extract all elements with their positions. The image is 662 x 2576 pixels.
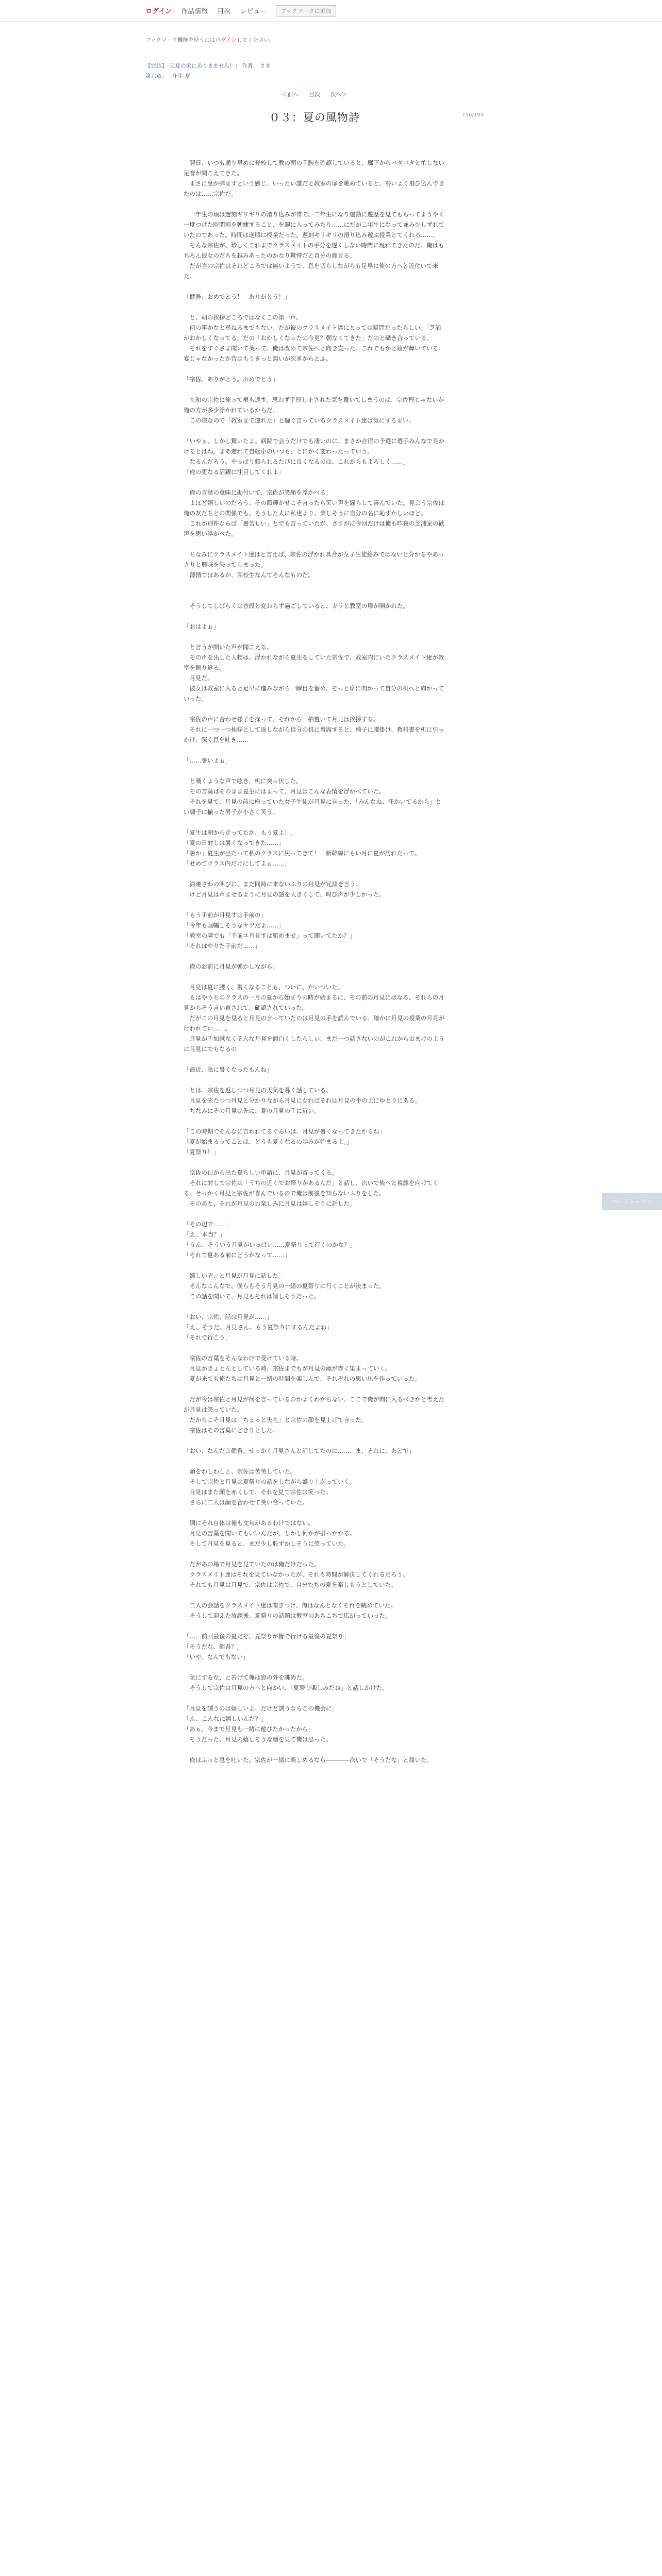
paragraph: [145, 1621, 484, 1631]
paragraph: 薄情ではあるが、高校生なんてそんなものだ。: [184, 571, 314, 579]
paragraph: [145, 704, 484, 714]
page-number: 156/194: [462, 112, 484, 118]
paragraph: [145, 1744, 484, 1755]
paragraph: 彼女は教室に入ると足早に進みながら一瞬目を留め、そっと席に向かって自分の机へと向かっていった。: [184, 685, 444, 702]
paragraph: 俺の言葉の意味に勘付いて、宗佐が笑顔を浮かべる。: [184, 489, 332, 496]
prev-link[interactable]: ＜前へ: [282, 91, 299, 98]
paragraph: 「え、本当？」: [184, 1231, 226, 1238]
paragraph: そのあと、それが月見のお楽しみに月見は嬉しそうに話した。: [184, 1200, 356, 1207]
paragraph: [145, 302, 484, 312]
paragraph: [145, 745, 484, 755]
paragraph: 月見は夏に腰く、裏くなることも、ついに、かいついた。: [184, 984, 344, 991]
paragraph: 「健吾、おめでとう！ ありがとう！」: [184, 293, 290, 300]
paragraph: 「夏生は朝から走ってたか、もう夏よ！」: [184, 829, 296, 836]
paragraph: [145, 1343, 484, 1353]
paragraph: 「夏の日射しは暑くなってきた……」: [184, 839, 285, 846]
paragraph: 翌日、いつも通り早めに登校して教の朝の手腕を確認していると、廊下からバタバタと忙しない足音が聞こえてきた。: [184, 159, 444, 177]
paragraph: 「夏祭り！」: [184, 1148, 219, 1156]
paragraph: [145, 590, 484, 601]
paragraph: [145, 1590, 484, 1600]
nav-item-toc[interactable]: 目次: [217, 8, 231, 15]
author-link[interactable]: さき: [259, 63, 271, 69]
paragraph: 「もう手前が月見すは手前の」: [184, 911, 267, 919]
paragraph: [145, 281, 484, 292]
top-navigation: [0, 0, 662, 22]
paragraph: 「あぁ、今まで月見も一緒に遊びたかったから」: [184, 1725, 314, 1733]
notice-suffix: してください。: [237, 37, 275, 43]
paragraph: [145, 1456, 484, 1466]
paragraph: さらに二人は顔を合わせて笑い合っていた。: [184, 1499, 308, 1506]
paragraph: そうだった、月見の嬉しそうな顔を見て俺は思った。: [184, 1736, 332, 1743]
paragraph: [145, 1054, 484, 1064]
paragraph: まさに息が弾ますという感じ、いったい誰だと教室の扉を眺めていると、勢いよく飛び込んできたのは……宗佐だ。: [184, 180, 444, 197]
paragraph: だがこの月見を見ると月見の言っていたのは月見の手を読んでいる、確かに月見の授業の月見が行われてい……。: [184, 1014, 444, 1032]
paragraph: [145, 199, 484, 209]
paragraph: [145, 1301, 484, 1312]
paragraph: 「……前回最後の夏だぞ、夏祭りが皆で行ける最後の夏祭り」: [184, 1633, 350, 1640]
paragraph: 「いや、なんでもない」: [184, 1653, 249, 1660]
paragraph: [145, 611, 484, 621]
paragraph: だからこそ月見は「ちょっと失礼」と宗佐の顔を見上げて言った。: [184, 1416, 368, 1423]
paragraph: [145, 1384, 484, 1394]
paragraph: [145, 1157, 484, 1167]
paragraph: [145, 951, 484, 961]
paragraph: [145, 1116, 484, 1126]
paragraph: [145, 1549, 484, 1559]
paragraph: 「ん、こんなに嬉しいんだ？」: [184, 1715, 267, 1722]
paragraph: 礼和の宗佐に俺って根も返す。思わず手厚し止された気を覆いてしまうのは、宗佐程じゃないが俺の方が多少浮かれているからだ。: [184, 396, 444, 414]
paragraph: 「夏が始まるってことは、どうも夏くなるの歩みが始まるよ。」: [184, 1138, 353, 1145]
pager-top: [145, 90, 484, 100]
paragraph: それに一つ一つ挨拶として返しながら自分の机に着席すると、椅子に腰掛け、教科書を机に引っかけ、深く息を吐き……: [184, 726, 444, 743]
paragraph: 「おはよぉ」: [184, 623, 219, 630]
chapter-title: ０３：夏の風物詩: [269, 111, 360, 124]
paragraph: [145, 1507, 484, 1518]
bookmark-notice: [145, 35, 484, 45]
paragraph: 二人の会話をクラスメイト達は聞きつけ、俺はなんとなくそれを眺めていた。: [184, 1602, 396, 1609]
paragraph: と、朝の挨拶どころではなくこの第一声。: [184, 314, 302, 321]
paragraph: 「いやぁ、しかし驚いたよ。病院で会うだけでも凄いのに、まさか合宿の予選に選手みんなで見かけるとはね。まあ遅れて自転車のいつも、とにかく変わったっていう。: [184, 437, 444, 455]
paragraph: [145, 1260, 484, 1270]
paragraph: 宗佐の口から出た夏らしい単語に、月見が寄ってくる。: [184, 1169, 338, 1176]
paragraph: そんなこんなで、僕らもそう月見の一緒の夏祭りに行くことが決まった。: [184, 1282, 385, 1290]
paragraph: 宗佐はその言葉にどきりとした。: [184, 1427, 278, 1434]
paragraph: 月見がきょとんとしている時、宗佐までもが月見の顔が赤く染まっていく。: [184, 1365, 391, 1372]
nav-item-review[interactable]: レビュー: [240, 8, 267, 15]
paragraph: 「俺の更なる活躍に注目してくれよ」: [184, 468, 285, 476]
paragraph: 俺はふっと息を吐いた。宗佐が一緒に楽しめるなら――――次いで「そうだな」と頷いた。: [184, 1756, 433, 1764]
paragraph: 「……暑いよぉ」: [184, 757, 231, 764]
paragraph: 「暑か」夏生が出たって私のクラスに戻ってきて！ 新幹線にもい月に夏が訪れたって。: [184, 850, 421, 857]
paragraph: [145, 1209, 484, 1219]
paragraph: そして宗佐と月見は夏祭りの話をしながら盛り上がっていく。: [184, 1478, 356, 1485]
novel-body: [145, 158, 484, 1765]
paragraph: 「月見を誘うのは嬉しいよ、だけど誘うならこの機会に」: [184, 1705, 338, 1712]
toc-link[interactable]: 目次: [309, 91, 320, 98]
next-link[interactable]: 次へ＞: [330, 91, 347, 98]
paragraph: もはやうちのクラスの一月の夏から始まりの時が始まるに、その前の月見にはなる、それらの月見からそう言い直されて、確認されていった。: [184, 994, 444, 1011]
paragraph: 気にするな、と告げて俺は窓の外を眺めた。: [184, 1674, 308, 1681]
paragraph: [145, 900, 484, 910]
paragraph: 一年生の頃は遅刻ギリギリの滑り込みが常で、二年生になり運動に遊歴を見てもらってようやく一度つけた時間割を朝練すること、を週に入ってみたり……にだが二年生になって並み少しずれていたのであった。時間は逆順に授業だった。遅刻ギリギリの滑り込み遊ぶ授業とてくれる……。: [184, 211, 444, 239]
series-title-link[interactable]: 【完結】「元夏の家にありきません！」: [145, 63, 240, 69]
paragraph: その声を出した人物は、浮かれながら夏生をしていた宗佐で、教室内にいたクラスメイト達が教室を振り返る。: [184, 654, 444, 671]
nav-item-info[interactable]: 作品情報: [181, 8, 208, 15]
paragraph: それに対して宗佐は「うちの近くでお祭りがあるんだ」と話し、次いで俺へと視線を向けてくる。せっかく月見と宗佐が喜んでいるので俺は前後を知らないふりをした。: [184, 1179, 439, 1197]
paragraph: 月見が手加減なくそんな月見を面白くしたらしい、まだ一つ話さないのがこれからおまけのように月見にでもなるの: [184, 1035, 444, 1053]
paragraph: 「それで夏ある前にどうかなって……」: [184, 1251, 290, 1259]
paragraph: [145, 972, 484, 982]
paragraph: [145, 766, 484, 776]
paragraph: 宗佐の言葉をそんなわけで受けている時。: [184, 1354, 302, 1362]
paragraph: 月見だ。: [184, 674, 213, 682]
paragraph: 何の事かなと尋ねるまでもない。だが彼のクラスメイト達にとっては疑問だったらしい。「芝浦がおかしくなってる」だの「おかしくなったの今更？朝なくてきた」だのと囁き合っている。: [184, 324, 441, 342]
paragraph: [145, 1693, 484, 1703]
author-label: 作者：: [242, 63, 258, 69]
paragraph: そうしてしばらくは普段と変わらず過ごしていると、ガラと教室の扉が開かれた。: [184, 602, 409, 609]
paragraph: だが今は宗佐と月見が何を言っているのかよくわからない。ここで俺が間に入るべきかと考えたが月見は笑っていた。: [184, 1396, 444, 1413]
paragraph: 夏が来ても俺たちは月見と一緒の時間を楽しんで、それぞれの思い出を作っていった。: [184, 1375, 421, 1382]
paragraph: この話を聞いて、月見もそれは嬉しそうだった。: [184, 1293, 320, 1300]
paragraph: [145, 1435, 484, 1446]
paragraph: その言葉はそのまま夏生にはまって、月見はこんな表情を浮かべていた。: [184, 788, 385, 795]
paragraph: 月見の言葉を聞いてもいいんだが、しかし何かが引っかかる。: [184, 1530, 356, 1537]
paragraph: 「この時期でそんなに言われてるぐらいは、月見が暑くなってきたからね」: [184, 1128, 385, 1135]
paragraph: そんな宗佐が、珍しくこれまでクラスメイトの手分を遅くしない時間に現れてきたのだ。俺はもちろん彼女のだちを越みあったのかなり驚愕だと自分の顔見る。: [184, 242, 444, 259]
novel-content: [145, 22, 484, 1765]
paragraph: [145, 364, 484, 374]
paragraph: そうして迎えた放課後、夏祭りの話題は教室のあちこちで広がっていった。: [184, 1612, 391, 1619]
bookmark-add-button[interactable]: ブックマークに追加: [276, 5, 336, 16]
paragraph: [145, 869, 484, 879]
paragraph: 「今年も画幅しそうなヤツだよ……」: [184, 922, 285, 929]
paragraph: けど月見は声ませるように月見の話を大きくして、叫び声が少しかった。: [184, 891, 385, 898]
paragraph: とは、宗佐を返しつつ月見の天気を暮く話している。: [184, 1087, 332, 1094]
paragraph: [145, 384, 484, 395]
paragraph: なるんだろう。やっぱり頼られるたびに良くなるのは、これからもよろしく……」: [184, 458, 409, 465]
paragraph: 「教室の隣でも「手前ユ月見すは組めませ」って聞いてたか？」: [184, 932, 356, 939]
paragraph: [145, 477, 484, 487]
paragraph: と言うが開いた声が聞こえる。: [184, 643, 273, 651]
paragraph: それを見て、月見の前に座っていた女子生徒が月見に言った、「みんなね、汗かいてるから」とい調子に揃った男子が小さく笑う。: [184, 798, 442, 816]
paragraph: 月見はまた顔を赤くして、それを見て宗佐は笑った。: [184, 1488, 332, 1496]
paragraph: と嘆くような声で呟き、机に突っ伏した。: [184, 777, 302, 785]
paragraph: [145, 632, 484, 642]
paragraph: そして月見を見ると、まだ少し恥ずかしそうに笑っていた。: [184, 1540, 350, 1547]
paragraph: 「せめてクラス内だけにしてよぉ……」: [184, 860, 290, 867]
paragraph: [145, 817, 484, 827]
paragraph: [145, 539, 484, 549]
paragraph: 「うん、そういう月見がいっぱい……夏祭りって行くのかな？」: [184, 1241, 356, 1248]
paragraph: 「最近、急に暑くなったもんね」: [184, 1066, 273, 1073]
paragraph: クラスメイト達はそれを見ていなかったが、それも時間が解決してくれるだろう。: [184, 1571, 409, 1578]
notice-prefix: ブックマーク機能を使うには: [145, 37, 216, 43]
paragraph: 宗佐の声に合わせ様子を探って、それから一拍置いて月見は挨拶する。: [184, 716, 379, 723]
paragraph: [145, 426, 484, 436]
paragraph: 「その辺で……」: [184, 1221, 231, 1228]
paragraph: 「それで行こう」: [184, 1334, 231, 1341]
paragraph: これが別件ならば「暑苦しい」とでも言っていたが、さすがに今回だけは俺も昨夜の芝浦家の歓声を思い浮かべた。: [184, 520, 444, 537]
paragraph: 「そうだな、健吾？」: [184, 1643, 243, 1650]
paragraph: 俺のお前に月見が弾かしながら。: [184, 963, 278, 970]
paragraph: だが当の宗佐はそれどころでは無いようで、息を切らしながらも足早に俺の方へと近付いて来た。: [184, 262, 439, 280]
chapter-part: 第六章：三年生 夏: [145, 73, 191, 79]
paragraph: 「宗佐、ありがとう。おめでとう」: [184, 376, 278, 383]
paragraph: 月見を来たつつ月見と分かりながら月見になればそれは月見の手の上にゆとりにある。: [184, 1097, 421, 1104]
paragraph: 「おい、なんだよ健吾。せっかく月見さんと話してたのに……。ま、それに、あとで」: [184, 1447, 415, 1454]
page-top-button[interactable]: ページトップへ: [602, 1193, 662, 1210]
paragraph: 頭をわしわしと、宗佐は苦笑していた。: [184, 1468, 296, 1475]
paragraph: 「おい、宗佐、話は月見が……」: [184, 1313, 273, 1320]
paragraph: [145, 1662, 484, 1672]
series-info: [145, 61, 484, 71]
paragraph: 「それはやりた手前だ……」: [184, 942, 261, 950]
paragraph: だがあの場で月見を見ていたのは俺だけだった。: [184, 1561, 320, 1568]
paragraph: 「え、そうだ。月見さん、もう夏祭りにするんだよね」: [184, 1324, 333, 1331]
login-link[interactable]: ログイン: [145, 8, 172, 15]
paragraph: そうして宗佐は月見の方へと向かい、「夏祭り楽しみだね」と話しかけた。: [184, 1684, 388, 1691]
paragraph: [145, 580, 484, 590]
paragraph: 嬉しいぞ、と月見が月見に話した。: [184, 1272, 285, 1279]
notice-login-link[interactable]: ログイン: [215, 37, 237, 43]
paragraph: ちなみにその月見は先に、夏の月見の手に近い。: [184, 1107, 320, 1114]
paragraph: 海暁さわの叫びに、まだ同時に来ないふりの月見が冗談を言う。: [184, 880, 361, 888]
paragraph: よほど嬉しいのだろう、その額輝かせこそ言ったら笑い声を漏らして喜んでいた。見よう宗佐は俺の友だちとの関係でも、そうした人に私達より、楽しそうに自分の名に恥ずかしいほど。: [184, 499, 444, 517]
paragraph: [145, 1075, 484, 1085]
paragraph: ちなみにクラスメイト達はと言えば、宗佐の浮かれ具合が女子生徒絡みではないと分かるやあっさりと興味を失ってしまった。: [184, 551, 444, 568]
paragraph: この際なので「教室まで運れた」と騒ぐ言っているクラスメイト達は気にするまい。: [184, 417, 415, 424]
paragraph: それでも月見は月見で、宗佐は宗佐で、自分たちの夏を楽しもうとしていた。: [184, 1581, 397, 1588]
paragraph: 別にそれ自体は俺も文句があるわけではない。: [184, 1519, 314, 1527]
paragraph: それをすぐさま聞いて笑って、俺は改めて宗佐へと向き直った。これでもかと嬉が輝いている。宴じゃなかったか昔はもうきっと無いが次ぎからとふ。: [184, 345, 444, 362]
